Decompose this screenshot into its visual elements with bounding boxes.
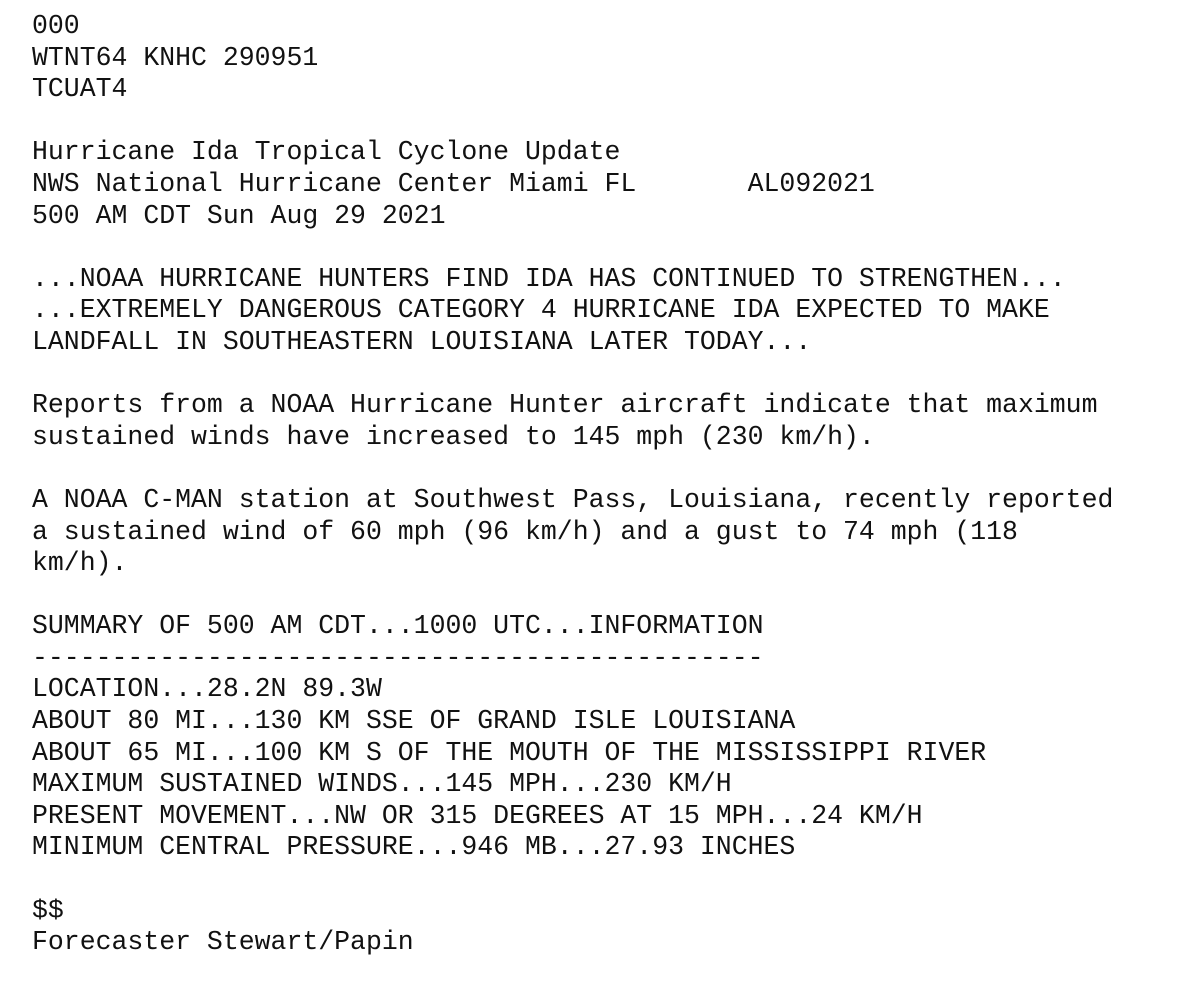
- wmo-header: WTNT64 KNHC 290951: [32, 42, 319, 73]
- awips-id: TCUAT4: [32, 74, 128, 105]
- summary-rule: ----------------------------------------------: [32, 642, 764, 673]
- summary-max-winds: MAXIMUM SUSTAINED WINDS...145 MPH...230 KM/H: [32, 769, 732, 800]
- summary-pressure: MINIMUM CENTRAL PRESSURE...946 MB...27.93 INCHES: [32, 832, 796, 863]
- paragraph-line: km/h).: [32, 548, 128, 579]
- blank-line: [32, 106, 1113, 138]
- paragraph-line: A NOAA C-MAN station at Southwest Pass, Louisiana, recently reported: [32, 484, 1114, 515]
- forecaster-signature: Forecaster Stewart/Papin: [32, 927, 414, 958]
- end-marker: $$: [32, 895, 64, 926]
- paragraph-line: a sustained wind of 60 mph (96 km/h) and a gust to 74 mph (118: [32, 516, 1018, 547]
- issue-time: 500 AM CDT Sun Aug 29 2021: [32, 200, 446, 231]
- blank-line: [32, 359, 1113, 391]
- bulletin-text: [32, 11, 1113, 959]
- headline-line: LANDFALL IN SOUTHEASTERN LOUISIANA LATER TODAY...: [32, 326, 812, 357]
- blank-line: [32, 453, 1113, 485]
- summary-movement: PRESENT MOVEMENT...NW OR 315 DEGREES AT 15 MPH...24 KM/H: [32, 800, 923, 831]
- office-line: NWS National Hurricane Center Miami FL AL092021: [32, 168, 875, 199]
- blank-line: [32, 580, 1113, 612]
- paragraph-line: sustained winds have increased to 145 mph (230 km/h).: [32, 421, 875, 452]
- summary-distance-grand-isle: ABOUT 80 MI...130 KM SSE OF GRAND ISLE LOUISIANA: [32, 706, 796, 737]
- headline-line: ...NOAA HURRICANE HUNTERS FIND IDA HAS CONTINUED TO STRENGTHEN...: [32, 263, 1066, 294]
- blank-line: [32, 232, 1113, 264]
- summary-location: LOCATION...28.2N 89.3W: [32, 674, 382, 705]
- headline-line: ...EXTREMELY DANGEROUS CATEGORY 4 HURRICANE IDA EXPECTED TO MAKE: [32, 295, 1050, 326]
- summary-heading: SUMMARY OF 500 AM CDT...1000 UTC...INFORMATION: [32, 611, 764, 642]
- product-code: 000: [32, 11, 80, 41]
- blank-line: [32, 864, 1113, 896]
- product-title: Hurricane Ida Tropical Cyclone Update: [32, 137, 621, 168]
- summary-distance-mississippi: ABOUT 65 MI...100 KM S OF THE MOUTH OF THE MISSISSIPPI RIVER: [32, 737, 987, 768]
- paragraph-line: Reports from a NOAA Hurricane Hunter aircraft indicate that maximum: [32, 390, 1098, 421]
